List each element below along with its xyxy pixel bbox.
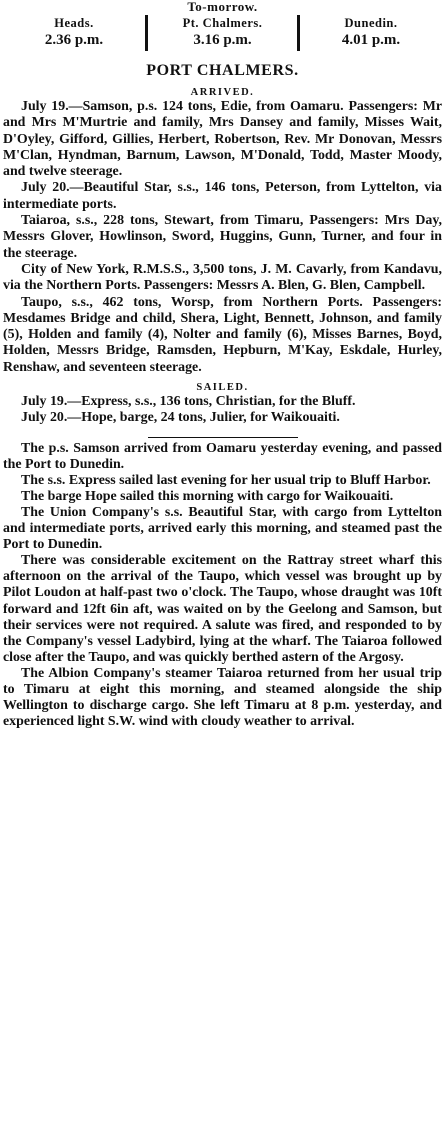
sailing-entry: July 19.—Express, s.s., 136 tons, Christian, for the Bluff.: [21, 394, 356, 410]
news-paragraph: The s.s. Express sailed last evening for her usual trip to Bluff Harbor.: [21, 472, 431, 488]
tide-table: [3, 15, 442, 51]
arrival-entry: July 19.—Samson, p.s. 124 tons, Edie, from Oamaru. Passengers: Mr and Mrs M'Murtrie and family, Mrs Dansey and family, Misses Wait, D'Oyley, Gifford, Gillies, Herbert, Robertson, Rev. Mr Donovan, Messrs M'Clan, Hyndman, Barnum, Lawson, M'Donald, Todd, Master Moody, and twelve steerage.: [3, 99, 442, 180]
arrived-heading: ARRIVED.: [190, 87, 255, 98]
news-paragraph: The Albion Company's steamer Taiaroa returned from her usual trip to Timaru at eight this morning, and steamed alongside the ship Wellington to discharge cargo. She left Timaru at 8 p.m. yesterday, and experienced light S.W. wind with cloudy weather to arrival.: [3, 665, 442, 730]
arrival-entry: Taupo, s.s., 462 tons, Worsp, from Northern Ports. Passengers: Mesdames Bridge and child, Shera, Light, Bennett, Johnson, and family (5), Holden and family (4), Nolter and family (6), Misses Barnes, Boyd, Holden, Messrs Bridge, Ramsden, Hepburn, M'Kay, Eskdale, Hurley, Renshaw, and seventeen steerage.: [3, 294, 442, 375]
section-title: PORT CHALMERS.: [146, 62, 299, 79]
tide-time: 2.36 p.m.: [44, 32, 104, 48]
news-paragraph: The barge Hope sailed this morning with cargo for Waikouaiti.: [21, 488, 394, 504]
news-paragraph: There was considerable excitement on the Rattray street wharf this afternoon on the arrival of the Taupo, which vessel was brought up by Pilot Loudon at half-past two o'clock. The Taupo, whose draught was 10ft forward and 12ft 6in aft, was waited on by the Geelong and Samson, but their services were not required. A salute was fired, and responded to by the Company's vessel Ladybird, lying at the wharf. The Taiaroa followed close after the Taupo, and was quickly berthed astern of the Argosy.: [3, 553, 442, 665]
arrival-entry: July 20.—Beautiful Star, s.s., 146 tons, Peterson, from Lyttelton, via intermediate ports.: [3, 180, 442, 212]
tide-time: 3.16 p.m.: [193, 32, 252, 48]
sailed-heading: SAILED.: [196, 382, 249, 394]
arrival-entry: Taiaroa, s.s., 228 tons, Stewart, from Timaru, Passengers: Mrs Day, Messrs Glover, Howlinson, Sword, Huggins, Gunn, Turner, and four in the steerage.: [3, 213, 442, 261]
tide-dunedin: [300, 15, 442, 51]
arrival-entry: City of New York, R.M.S.S., 3,500 tons, J. M. Cavarly, from Kandavu, via the Northern Ports. Passengers: Messrs A. Blen, G. Blen, Campbell.: [3, 261, 442, 294]
tide-place: Heads.: [54, 16, 94, 30]
news-paragraph: The p.s. Samson arrived from Oamaru yesterday evening, and passed the Port to Dunedin.: [3, 440, 442, 472]
news-paragraph: The Union Company's s.s. Beautiful Star, with cargo from Lyttelton and intermediate ports, arrived early this morning, and steamed past the Port to Dunedin.: [3, 505, 442, 553]
sailing-entry: July 20.—Hope, barge, 24 tons, Julier, for Waikouaiti.: [21, 410, 340, 426]
tide-heads: [3, 15, 145, 51]
tide-place: Dunedin.: [344, 16, 398, 30]
tide-port-chalmers: [145, 15, 300, 51]
tide-time: 4.01 p.m.: [341, 32, 401, 48]
tide-place: Pt. Chalmers.: [182, 16, 263, 30]
tide-table-title: To-morrow.: [187, 0, 258, 14]
